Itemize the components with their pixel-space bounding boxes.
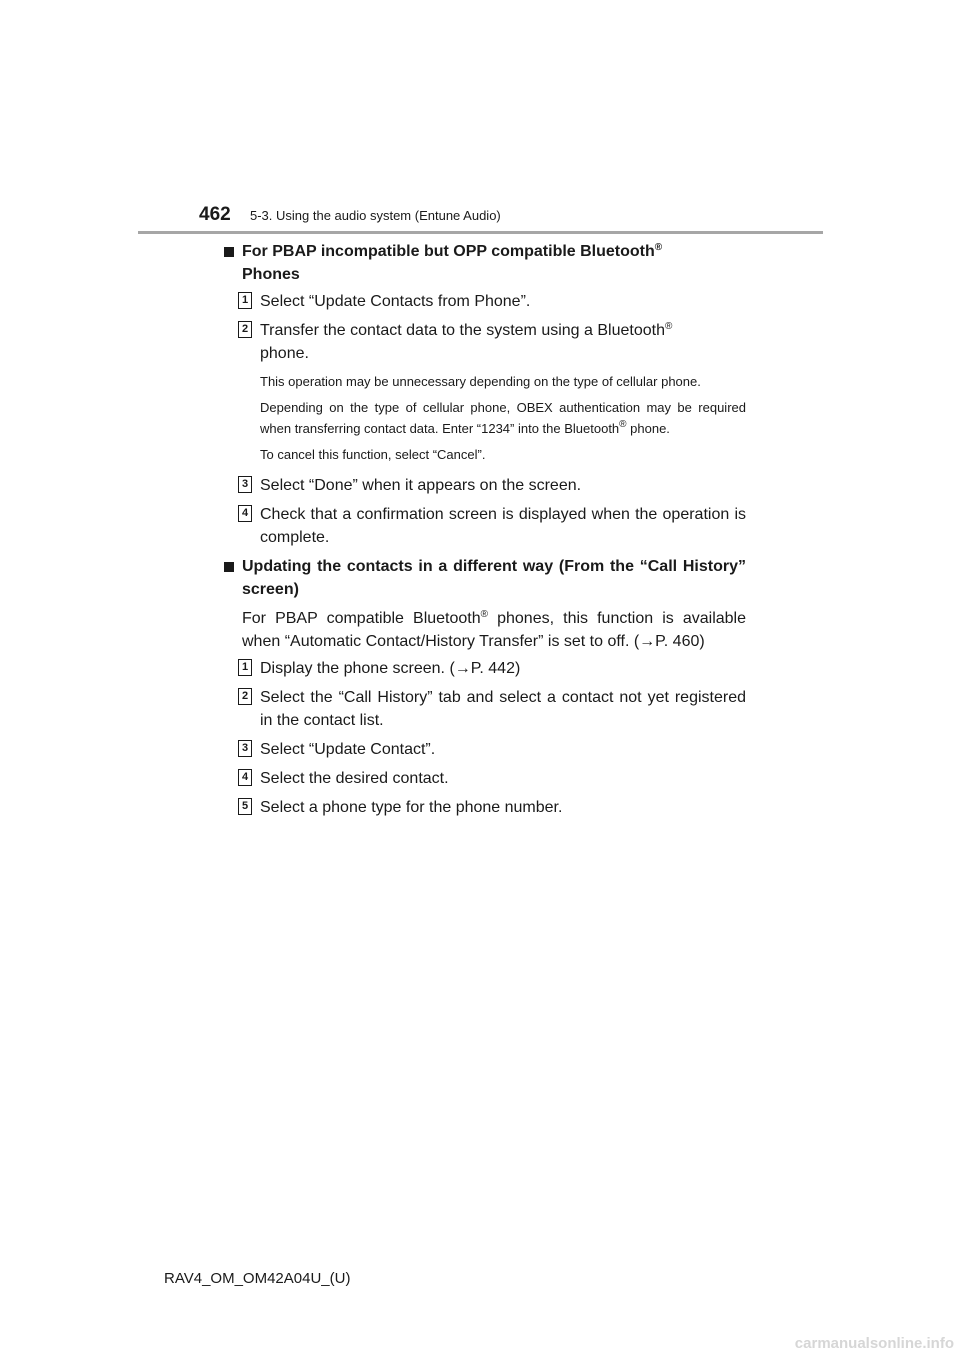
step-list: [224, 657, 746, 819]
note-text: [224, 397, 746, 439]
step-number-badge: 4: [238, 769, 252, 786]
square-bullet-icon: [224, 562, 234, 572]
step-number-badge: 5: [238, 798, 252, 815]
step-text: Select the desired contact.: [260, 770, 449, 787]
heading-text-cont: Phones: [242, 266, 300, 283]
note-text-part: Depending on the type of cellular phone, OBEX authentication may be required when transferring contact data. Enter “1234” into the Bluetooth: [260, 400, 746, 436]
registered-mark: ®: [619, 419, 627, 430]
step-item: [224, 474, 746, 497]
heading-text: Updating the contacts in a different way (From the “Call History” screen): [242, 558, 746, 598]
step-number-badge: 1: [238, 659, 252, 676]
step-text-cont: phone.: [260, 345, 309, 362]
header-rule: [138, 231, 823, 234]
step-number-badge: 2: [238, 321, 252, 338]
intro-paragraph: [224, 607, 746, 653]
step-item: [224, 738, 746, 761]
step-text: Select “Update Contact”.: [260, 741, 436, 758]
step-text: Select a phone type for the phone number.: [260, 799, 563, 816]
step-list: [224, 474, 746, 549]
page-number: 462: [199, 204, 231, 225]
step-number-badge: 4: [238, 505, 252, 522]
registered-mark: ®: [654, 242, 663, 253]
step-text: Display the phone screen. (→P. 442): [260, 660, 521, 677]
page-content: [224, 240, 746, 825]
step-text: Select “Update Contacts from Phone”.: [260, 293, 531, 310]
square-bullet-icon: [224, 247, 234, 257]
model-code-footer: RAV4_OM_OM42A04U_(U): [164, 1270, 351, 1287]
intro-text: For PBAP compatible Bluetooth: [242, 610, 481, 627]
note-text: To cancel this function, select “Cancel”.: [260, 447, 486, 462]
step-number-badge: 3: [238, 740, 252, 757]
watermark-text: carmanualsonline.info: [794, 1335, 954, 1352]
step-text: Transfer the contact data to the system using a Bluetooth: [260, 322, 665, 339]
step-list: [224, 290, 746, 365]
intro-text-cont: phones, this function is available when “Automatic Contact/History Transfer” is set to off. (→P. 460): [242, 610, 747, 650]
step-text: Select “Done” when it appears on the screen.: [260, 477, 582, 494]
step-number-badge: 3: [238, 476, 252, 493]
step-text: Check that a confirmation screen is displayed when the operation is complete.: [260, 506, 746, 546]
step-item: [224, 319, 746, 365]
section-heading-pbap-incompatible: [224, 240, 746, 286]
heading-text: For PBAP incompatible but OPP compatible Bluetooth: [242, 243, 655, 260]
step-text: Select the “Call History” tab and select a contact not yet registered in the contact list.: [260, 689, 746, 729]
note-text-part: phone.: [626, 421, 670, 436]
step-item: [224, 686, 746, 732]
section-heading-call-history: [224, 555, 746, 601]
step-number-badge: 1: [238, 292, 252, 309]
chapter-title: 5-3. Using the audio system (Entune Audio): [250, 208, 501, 223]
step-number-badge: 2: [238, 688, 252, 705]
registered-mark: ®: [480, 609, 489, 620]
step-item: [224, 657, 746, 680]
step-item: [224, 503, 746, 549]
step-item: [224, 290, 746, 313]
step-item: [224, 796, 746, 819]
registered-mark: ®: [664, 321, 673, 332]
step-item: [224, 767, 746, 790]
note-text: This operation may be unnecessary depending on the type of cellular phone.: [260, 374, 701, 389]
